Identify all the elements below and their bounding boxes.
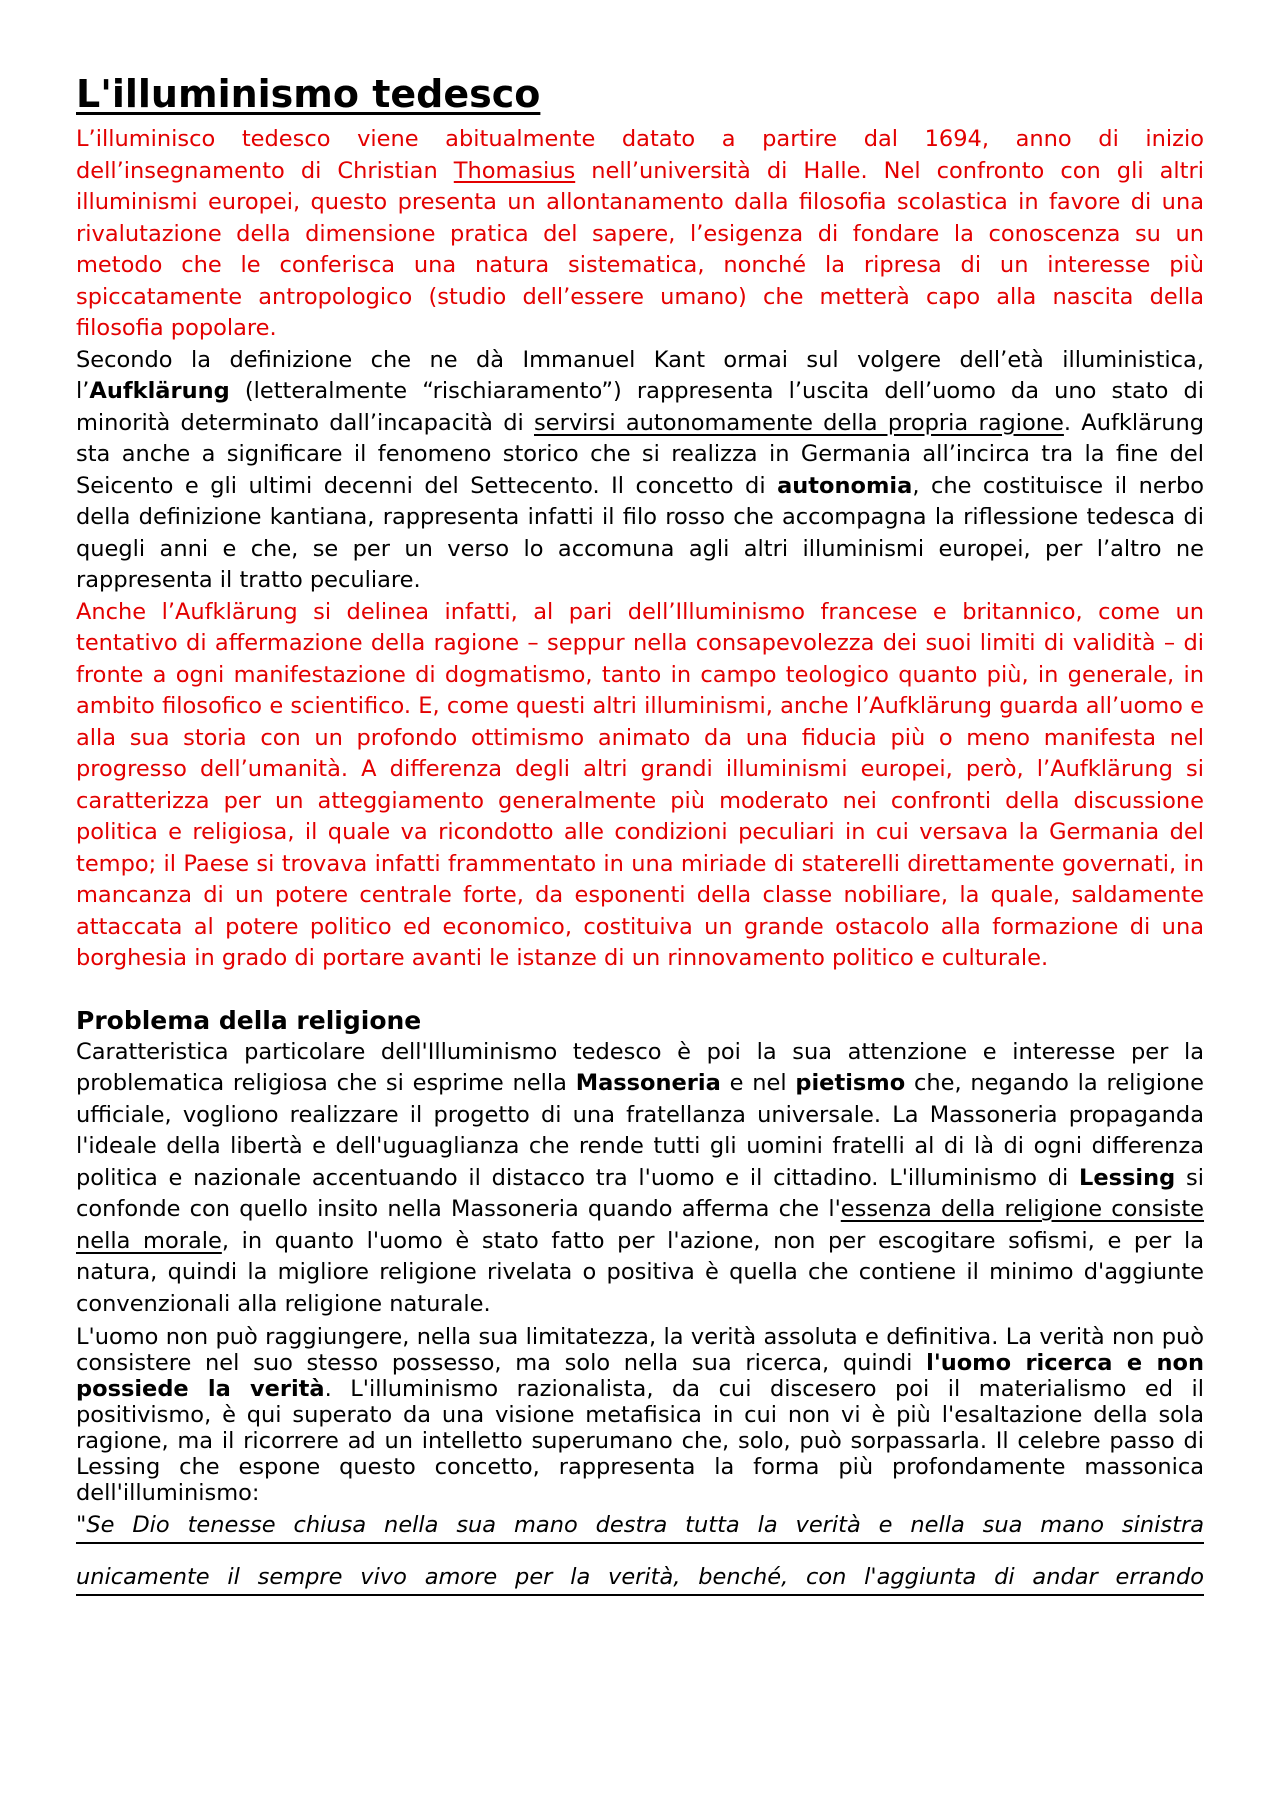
document-page	[76, 70, 1204, 1596]
intro-paragraph	[76, 124, 1204, 345]
lessing-quote	[76, 1510, 1204, 1596]
text-run: L'uomo non può raggiungere, nella sua limitatezza, la verità assoluta e definitiva. La verità non può consistere nel suo stesso possesso, ma solo nella sua ricerca, quindi	[76, 1324, 1204, 1376]
bold-term-autonomia: autonomia	[777, 472, 913, 499]
text-run: Secondo la definizione che ne dà Immanuel Kant ormai sul volgere dell’età illuministica, l’	[76, 346, 1204, 404]
truth-paragraph	[76, 1324, 1204, 1506]
page-title: L'illuminismo tedesco	[76, 72, 541, 116]
section-heading-religione: Problema della religione	[76, 1005, 422, 1035]
bold-phrase: l'uomo ricerca e non possiede la verità	[76, 1350, 1204, 1402]
underlined-phrase: servirsi autonomamente della propria ragione	[534, 409, 1064, 436]
bold-term-massoneria: Massoneria	[575, 1070, 721, 1096]
underlined-phrase: essenza della religione consiste nella morale	[76, 1196, 1205, 1254]
text-run: nell’università di Halle. Nel confronto con gli altri illuminismi europei, questo presenta un allontanamento dalla filosofia scolastica in favore di una rivalutazione della dimensione pratica del sapere, l’esigenza di fondare la conoscenza su un metodo che le conferisca una natura sistematica, nonché la ripresa di un interesse più spiccatamente antropologico (studio dell’essere umano) che metterà capo alla nascita della filosofia popolare.	[76, 157, 1204, 341]
text-run: si confonde con quello insito nella Massoneria quando afferma che l'	[76, 1164, 1204, 1222]
thomasius-link[interactable]: Thomasius	[453, 157, 576, 184]
quote-line: "Se Dio tenesse chiusa nella sua mano destra tutta la verità e nella sua mano sinistra	[76, 1510, 1204, 1544]
text-run: L’illuminisco tedesco viene abitualmente datato a partire dal 1694, anno di inizio dell’insegnamento di Christian	[76, 126, 1204, 184]
text-run: Caratteristica particolare dell'Illuminismo tedesco è poi la sua attenzione e interesse per la problematica religiosa che si esprime nella	[76, 1038, 1204, 1096]
text-run: . Aufklärung sta anche a significare il fenomeno storico che si realizza in Germania all’incirca tra la fine del Seicento e gli ultimi decenni del Settecento. Il concetto di	[76, 409, 1205, 499]
text-run: , in quanto l'uomo è stato fatto per l'azione, non per escogitare sofismi, e per la natura, quindi la migliore religione rivelata o positiva è quella che contiene il minimo d'aggiunte convenzionali alla religione naturale.	[76, 1227, 1204, 1317]
text-run: (letteralmente “rischiaramento”) rappresenta l’uscita dell’uomo da uno stato di minorità determinato dall’incapacità di	[76, 378, 1204, 436]
kant-paragraph	[76, 345, 1204, 597]
text-run: che, negando la religione ufficiale, vogliono realizzare il progetto di una fratellanza universale. La Massoneria propaganda l'ideale della libertà e dell'uguaglianza che rende tutti gli uomini fratelli al di là di ogni differenza politica e nazionale accentuando il distacco tra l'uomo e il cittadino. L'illuminismo di	[76, 1070, 1204, 1191]
bold-term-aufklarung: Aufklärung	[89, 378, 230, 404]
text-run: , che costituisce il nerbo della definizione kantiana, rappresenta infatti il filo rosso che accompagna la riflessione tedesca di quegli anni e che, se per un verso lo accomuna agli altri illuminismi europei, per l’altro ne rappresenta il tratto peculiare.	[76, 472, 1205, 593]
bold-term-lessing: Lessing	[1079, 1164, 1176, 1191]
religion-paragraph	[76, 1037, 1204, 1321]
text-run: e nel	[720, 1070, 796, 1096]
aufklarung-paragraph: Anche l’Aufklärung si delinea infatti, al pari dell’Illuminismo francese e britannico, come un tentativo di affermazione della ragione – seppur nella consapevolezza dei suoi limiti di validità – di fronte a ogni manifestazione di dogmatismo, tanto in campo teologico quanto più, in generale, in ambito filosofico e scientifico. E, come questi altri illuminismi, anche l’Aufklärung guarda all’uomo e alla sua storia con un profondo ottimismo animato da una fiducia più o meno manifesta nel progresso dell’umanità. A differenza degli altri grandi illuminismi europei, però, l’Aufklärung si caratterizza per un atteggiamento generalmente più moderato nei confronti della discussione politica e religiosa, il quale va ricondotto alle condizioni peculiari in cui versava la Germania del tempo; il Paese si trovava infatti frammentato in una miriade di staterelli direttamente governati, in mancanza di un potere centrale forte, da esponenti della classe nobiliare, la quale, saldamente attaccata al potere politico ed economico, costituiva un grande ostacolo alla formazione di una borghesia in grado di portare avanti le istanze di un rinnovamento politico e culturale.	[76, 598, 1204, 971]
quote-line: unicamente il sempre vivo amore per la verità, benché, con l'aggiunta di andar errando	[76, 1562, 1204, 1596]
bold-term-pietismo: pietismo	[795, 1070, 906, 1096]
text-run: . L'illuminismo razionalista, da cui discesero poi il materialismo ed il positivismo, è qui superato da una visione metafisica in cui non vi è più l'esaltazione della sola ragione, ma il ricorrere ad un intelletto superumano che, solo, può sorpassarla. Il celebre passo di Lessing che espone questo concetto, rappresenta la forma più profondamente massonica dell'illuminismo:	[76, 1376, 1204, 1506]
